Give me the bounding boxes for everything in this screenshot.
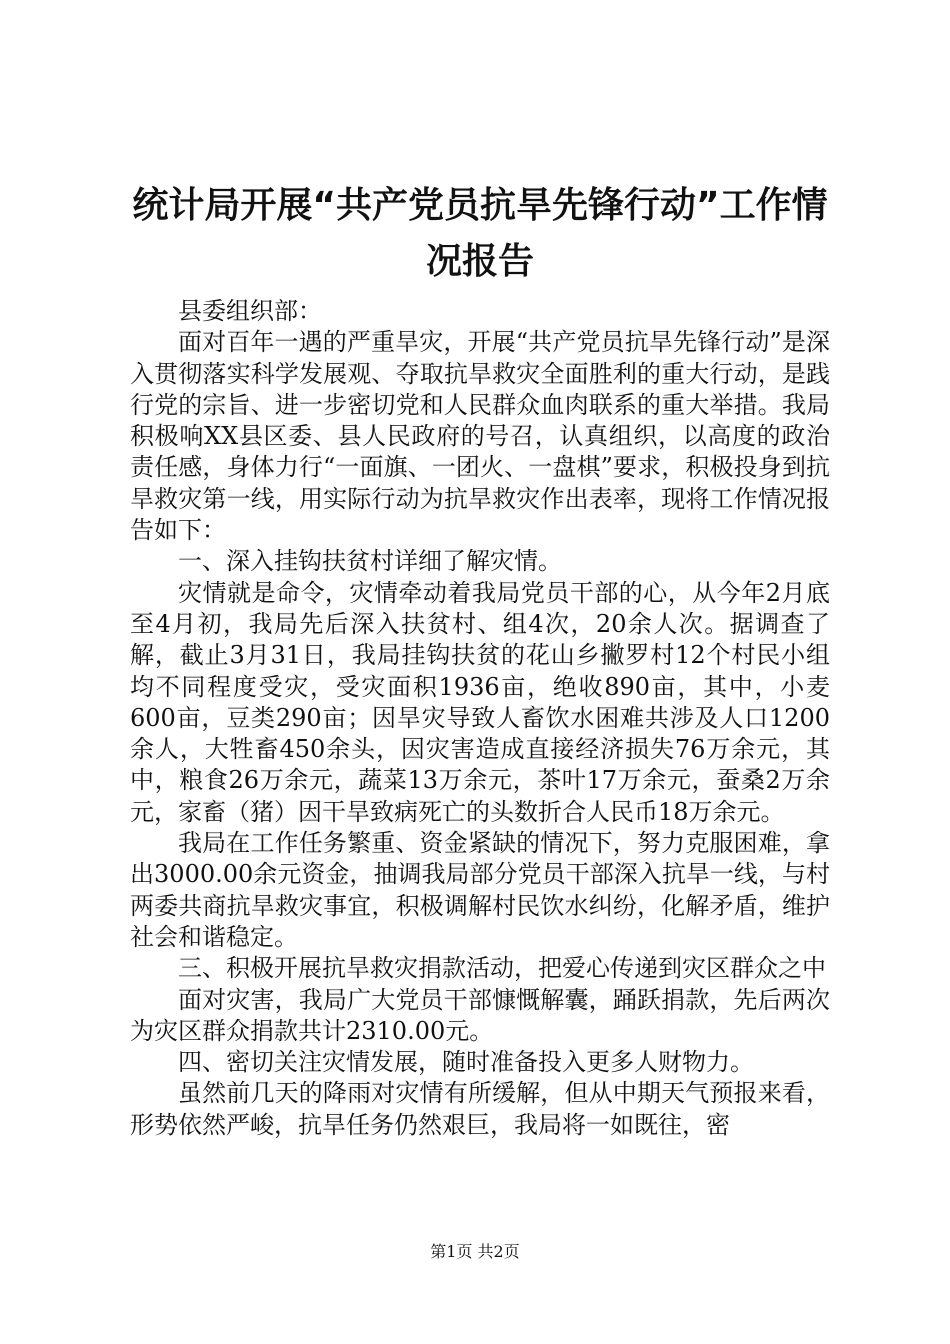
- salutation: 县委组织部：: [178, 297, 322, 325]
- section-heading-1: 一、深入挂钩扶贫村详细了解灾情。: [178, 547, 562, 576]
- title-line-2: 况报告: [425, 241, 534, 282]
- body-paragraph: 我局在工作任务繁重、资金紧缺的情况下，努力克服困难，拿出3000.00余元资金，抽调我局部分党员干部深入抗旱一线，与村两委共商抗旱救灾事宜，积极调解村民饮水纠纷，化解矛盾，维护社会和谐稳定。: [130, 829, 830, 951]
- section-heading-3: 三、积极开展抗旱救灾捐款活动，把爱心传递到灾区群众之中: [178, 954, 826, 983]
- intro-paragraph: 面对百年一遇的严重旱灾，开展“共产党员抗旱先锋行动”是深入贯彻落实科学发展观、夺取抗旱救灾全面胜利的重大行动，是践行党的宗旨、进一步密切党和人民群众血肉联系的重大举措。我局积极响XX县区委、县人民政府的号召，认真组织，以高度的政治责任感，身体力行“一面旗、一团火、一盘棋”要求，积极投身到抗旱救灾第一线，用实际行动为抗旱救灾作出表率，现将工作情况报告如下：: [130, 328, 830, 545]
- title-line-1: 统计局开展“共产党员抗旱先锋行动”工作情: [132, 185, 828, 226]
- body-paragraph: 面对灾害，我局广大党员干部慷慨解囊，踊跃捐款，先后两次为灾区群众捐款共计2310.00元。: [130, 985, 830, 1045]
- section-heading-4: 四、密切关注灾情发展，随时准备投入更多人财物力。: [178, 1048, 754, 1077]
- body-paragraph: 灾情就是命令，灾情牵动着我局党员干部的心，从今年2月底至4月初，我局先后深入扶贫村、组4次，20余人次。据调查了解，截止3月31日，我局挂钩扶贫的花山乡撇罗村12个村民小组均不同程度受灾，受灾面积1936亩，绝收890亩，其中，小麦600亩，豆类290亩；因旱灾导致人畜饮水困难共涉及人口1200余人，大牲畜450余头，因灾害造成直接经济损失76万余元，其中，粮食26万余元，蔬菜13万余元，茶叶17万余元，蚕桑2万余元，家畜（猪）因干旱致病死亡的头数折合人民币18万余元。: [130, 578, 830, 826]
- page-number: 第1页 共2页: [430, 1242, 520, 1261]
- document-body: [130, 296, 830, 1141]
- document-title: [120, 178, 840, 290]
- body-paragraph: 虽然前几天的降雨对灾情有所缓解，但从中期天气预报来看，形势依然严峻，抗旱任务仍然艰巨，我局将一如既往，密: [130, 1079, 830, 1139]
